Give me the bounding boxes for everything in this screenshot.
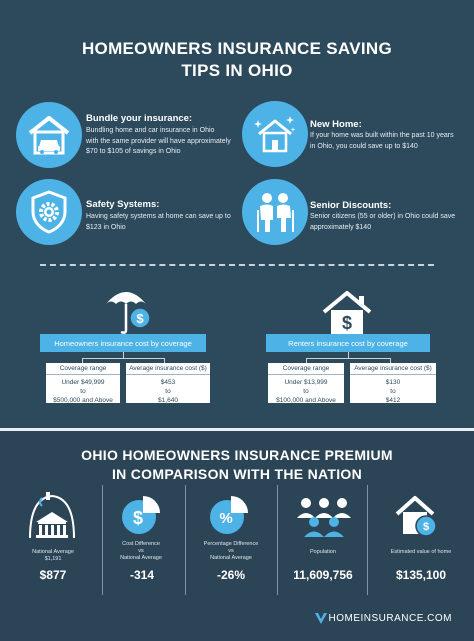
stat-cost-difference-value: -314	[129, 568, 155, 582]
column-divider	[185, 485, 186, 595]
stat-ohio-average-value: $877	[39, 568, 67, 582]
tip-senior-text: Senior citizens (55 or older) in Ohio could save approximately $140	[310, 213, 456, 231]
connector-line	[82, 358, 164, 359]
renters-average-cost-box: Average insurance cost ($) $130 to $412	[350, 363, 436, 403]
svg-text:$: $	[422, 521, 430, 533]
comparison-title-line2: IN COMPARISON WITH THE NATION	[111, 466, 363, 482]
stat-home-value-value: $135,100	[395, 568, 447, 582]
brand-logo-icon	[314, 611, 328, 625]
section-divider	[40, 264, 434, 266]
house-car-icon	[16, 102, 82, 168]
renters-coverage-range-box: Coverage range Under $13,999 to $100,000 and Above	[268, 363, 344, 403]
homeowners-average-cost-box: Average insurance cost ($) $453 to $1,640	[126, 363, 210, 403]
stat-percentage-difference-value: -26%	[216, 568, 245, 582]
comparison-title-line1: OHIO HOMEOWNERS INSURANCE PREMIUM	[81, 447, 393, 463]
tip-new-home-title: New Home:	[310, 119, 362, 130]
new-house-icon	[242, 101, 308, 167]
stat-cost-difference-label: Cost Difference vs National Average	[120, 541, 162, 561]
capitol-building-icon	[26, 492, 78, 540]
tip-senior-title: Senior Discounts:	[310, 200, 392, 211]
tip-safety-text: Having safety systems at home can save up to $123 in Ohio	[86, 213, 231, 231]
column-divider	[102, 485, 103, 595]
tip-bundle-title: Bundle your insurance:	[86, 113, 193, 124]
umbrella-dollar-icon	[104, 286, 156, 339]
stat-population-label: Population	[310, 549, 336, 555]
percent-pie-icon	[208, 494, 250, 536]
dollar-pie-icon	[120, 494, 162, 536]
tip-new-home-text: If your home was built within the past 10 years in Ohio, you could save up to $140	[310, 132, 454, 150]
column-divider	[277, 485, 278, 595]
page-title-line1: HOMEOWNERS INSURANCE SAVING	[81, 39, 393, 58]
svg-text:$: $	[136, 311, 144, 326]
renters-cost-header: Renters insurance cost by coverage	[266, 334, 430, 352]
shield-gear-icon	[16, 179, 82, 245]
homeowners-cost-header: Homeowners insurance cost by coverage	[40, 334, 206, 352]
tip-bundle-text: Bundling home and car insurance in Ohio with the same provider will have approximately $70 to $105 of savings in Ohio	[86, 127, 231, 155]
brand-name: HOMEINSURANCE.COM	[328, 612, 452, 624]
svg-text:$: $	[341, 313, 353, 333]
stat-percentage-difference-label: Percentage Difference vs National Average	[203, 541, 259, 561]
senior-couple-icon	[242, 179, 308, 245]
svg-text:%: %	[219, 510, 233, 527]
homeowners-coverage-range-box: Coverage range Under $49,999 to $500,000 and Above	[46, 363, 120, 403]
brand-footer[interactable]	[314, 611, 452, 625]
stat-national-average-label: National Average $1,191	[32, 549, 74, 562]
population-icon	[292, 496, 356, 538]
stat-population-value: 11,609,756	[293, 568, 353, 582]
stat-home-value-label: Estimated value of home	[390, 549, 452, 555]
tip-safety-title: Safety Systems:	[86, 199, 160, 210]
house-coin-icon	[394, 494, 440, 538]
page-title-line2: TIPS IN OHIO	[181, 61, 293, 80]
column-divider	[367, 485, 368, 595]
connector-line	[306, 358, 390, 359]
svg-text:$: $	[132, 508, 144, 528]
